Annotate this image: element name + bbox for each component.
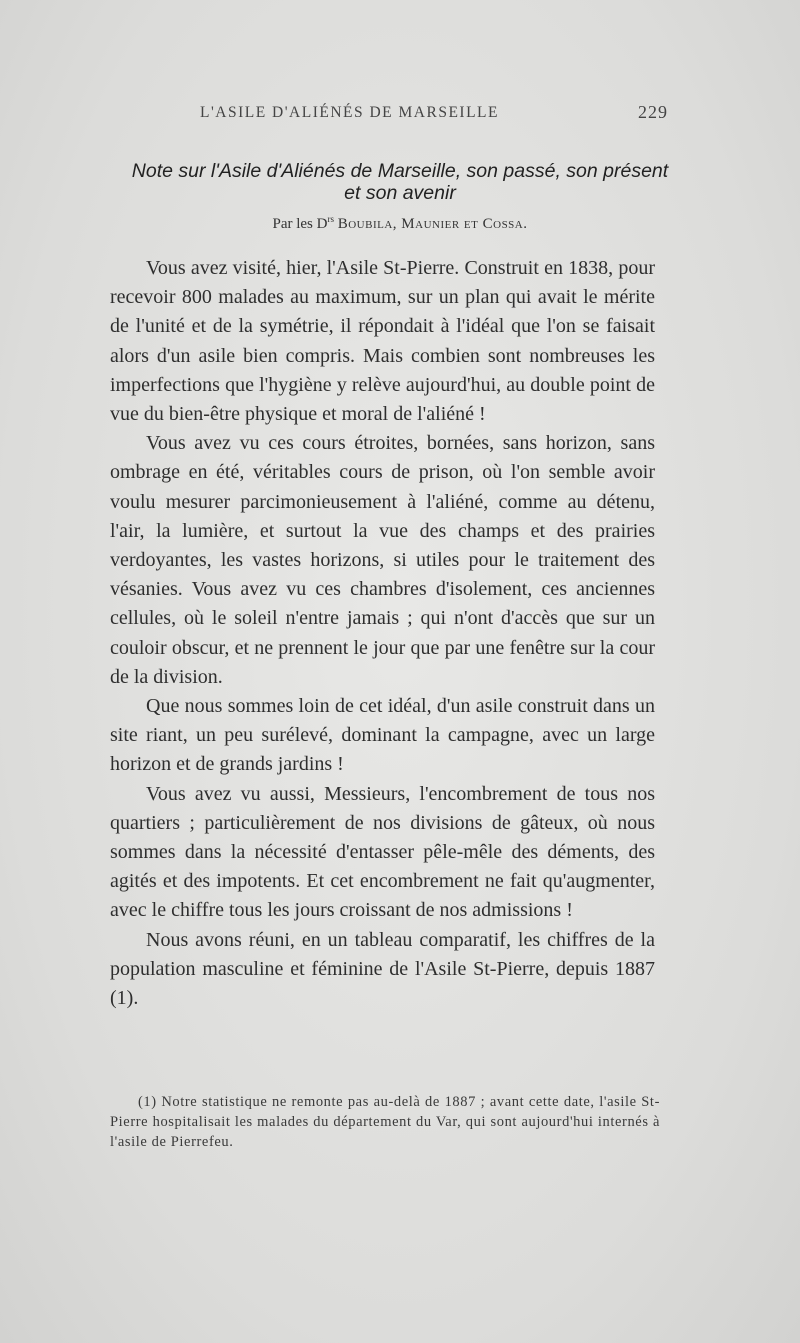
article-authors (110, 214, 690, 233)
footnote (110, 1092, 660, 1152)
paragraph-4: Vous avez vu aussi, Messieurs, l'encombrement de tous nos quartiers ; particulièrement de nos divisions de gâteux, où nous sommes dans la nécessité d'entasser pêle-mêle des déments, des agités et des impotents. Et cet encombrement ne fait qu'augmenter, avec le chiffre tous les jours croissant de nos admissions ! (110, 782, 655, 922)
paragraph-1: Vous avez visité, hier, l'Asile St-Pierre. Construit en 1838, pour recevoir 800 malades au maximum, sur un plan qui avait le mérite de l'unité et de la symétrie, il répondait à l'idéal que l'on se faisait alors d'un asile bien compris. Mais combien sont nombreuses les imperfections que l'hygiène y relève aujourd'hui, au double point de vue du bien-être physique et moral de l'aliéné ! (110, 257, 655, 426)
title-line-2: et son avenir (344, 182, 456, 204)
footnote-text: (1) Notre statistique ne remonte pas au-delà de 1887 ; avant cette date, l'asile St-Pierre hospitalisait les malades du département du Var, qui sont aujourd'hui internés à l'asile de Pierrefeu. (110, 1094, 660, 1150)
page-number: 229 (638, 102, 668, 122)
authors-prefix: Par les D (272, 216, 328, 232)
authors-names: Boubila, Maunier et Cossa. (337, 216, 528, 232)
paragraph-2: Vous avez vu ces cours étroites, bornées, sans horizon, sans ombrage en été, véritables cours de prison, où l'on semble avoir voulu mesurer parcimonieusement à l'aliéné, comme au détenu, l'air, la lumière, et surtout la vue des champs et des prairies verdoyantes, les vastes horizons, si utiles pour le traitement des vésanies. Vous avez vu ces chambres d'isolement, ces anciennes cellules, où le soleil n'entre jamais ; qui n'ont d'accès que sur un couloir obscur, et ne prennent le jour que par une fenêtre sur la cour de la division. (110, 432, 655, 688)
title-line-1: Note sur l'Asile d'Aliénés de Marseille, son passé, son présent (131, 160, 669, 182)
article-title (110, 160, 690, 204)
paragraph-5 (110, 926, 655, 1014)
running-header: L'ASILE D'ALIÉNÉS DE MARSEILLE (200, 104, 499, 121)
paragraph-3: Que nous sommes loin de cet idéal, d'un asile construit dans un site riant, un peu surélevé, dominant la campagne, avec un large horizon et de grands jardins ! (110, 695, 655, 776)
body-text (110, 254, 655, 1013)
paragraph-5-text: Nous avons réuni, en un tableau comparatif, les chiffres de la population masculine et féminine de l'Asile St-Pierre, depuis 1887 (110, 928, 655, 980)
footnote-reference: (1). (110, 987, 139, 1010)
authors-sup: rs (327, 214, 334, 224)
